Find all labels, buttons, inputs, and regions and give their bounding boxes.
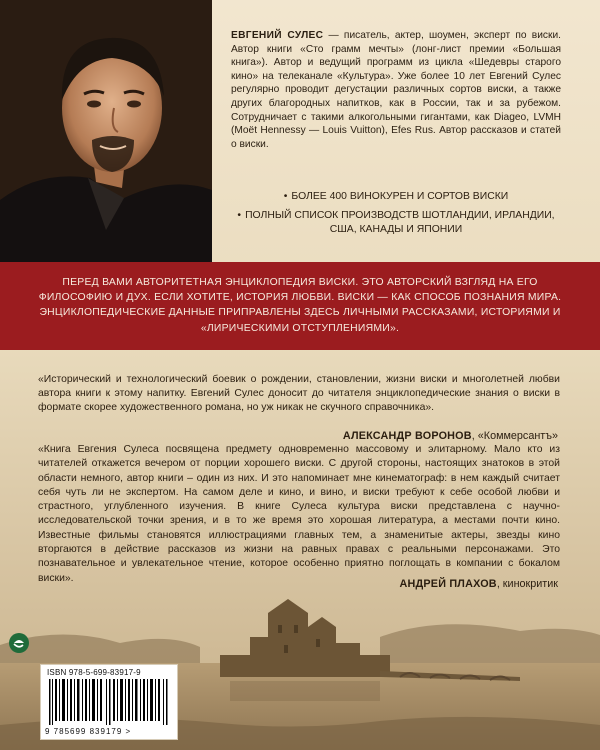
review-source: , «Коммерсантъ» xyxy=(471,430,558,442)
feature-item xyxy=(231,209,561,237)
review-author: АЛЕКСАНДР ВОРОНОВ xyxy=(342,430,472,442)
author-photo xyxy=(0,0,212,262)
barcode-bars-icon xyxy=(49,679,169,725)
author-portrait-icon xyxy=(0,0,212,262)
author-bio xyxy=(231,29,561,151)
barcode-digits: 9 785699 839179 > xyxy=(45,727,132,736)
review-source: , кинокритик xyxy=(496,578,558,590)
feature-list xyxy=(231,190,561,242)
red-banner xyxy=(0,262,600,350)
feature-text: БОЛЕЕ 400 ВИНОКУРЕН И СОРТОВ ВИСКИ xyxy=(291,191,509,202)
bullet-icon: • xyxy=(283,191,288,202)
top-section xyxy=(0,0,600,262)
banner-text: ПЕРЕД ВАМИ АВТОРИТЕТНАЯ ЭНЦИКЛОПЕДИЯ ВИСКИ. ЭТО АВТОРСКИЙ ВЗГЛЯД НА ЕГО ФИЛОСОФИЮ И ДУХ. ЕСЛИ ХОТИТЕ, ИСТОРИЯ ЛЮБВИ. ВИСКИ — КАК СПОСОБ ПОЗНАНИЯ МИРА. ЭНЦИКЛОПЕДИЧЕСКИЕ ДАННЫЕ ПРИПРАВЛЕНЫ ЗДЕСЬ ЛИЧНЫМИ РАССКАЗАМИ, ИСТОРИЯМИ И «ЛИРИЧЕСКИМИ ОТСТУПЛЕНИЯМИ». xyxy=(38,277,562,334)
bullet-icon: • xyxy=(237,210,242,221)
review-quote-2: «Книга Евгения Сулеса посвящена предмету одновременно массовому и элитарному. Мало кто из читателей откажется вечером от порции хорошего виски. С другой стороны, настоящих знатоков в этой области немного, автор книги – один из них. И это напоминает мне кинематограф: в нем каждый считает себя чуть ли не экспертом. На самом деле и кино, и вино, и виски требуют к себе особой любви и страстного, углубленного изучения. В книге Сулеса культура виски представлена с научно-исследовательской точки зрения, и в то же время это хорошая литература, а местами почти кино. Известные фильмы становятся иллюстрациями главных тем, а знаменитые актеры, звезды кино вторгаются в действие рассказов из жизни на равных правах с реальными персонажами. Это познавательное и увлекательное чтение, которое особенно приятно поглощать в компании с бокалом виски». xyxy=(38,444,560,584)
review-author: АНДРЕЙ ПЛАХОВ xyxy=(399,578,497,590)
author-name: ЕВГЕНИЙ СУЛЕС xyxy=(231,30,324,41)
isbn-number: ISBN 978-5-699-83917-9 xyxy=(47,668,141,677)
author-bio-text: — писатель, актер, шоумен, эксперт по виски. Автор книги «Сто грамм мечты» (лонг-лист премии «Большая книга»). Автор и ведущий программ из цикла «Шедевры старого кино» на телеканале «Культура». Уже более 10 лет Евгений Сулес регулярно проводит дегустации различных сортов виски, а также других благородных напитков, как в России, так и за рубежом. Сотрудничает с такими алкогольными гигантами, как Diageo, LVMH (Moët Hennessy — Louis Vuitton), Efes Rus. Автор рассказов и статей о виски. xyxy=(231,30,561,150)
feature-text: ПОЛНЫЙ СПИСОК ПРОИЗВОДСТВ ШОТЛАНДИИ, ИРЛАНДИИ, США, КАНАДЫ И ЯПОНИИ xyxy=(245,210,555,235)
barcode xyxy=(40,664,178,740)
eksmo-logo-icon xyxy=(8,632,30,654)
review-quote-1: «Исторический и технологический боевик о рождении, становлении, жизни виски и многолетней любви автора книги к этому напитку. Евгений Сулес доносит до читателя энциклопедические знания о виски в формате скорее художественного романа, но уж никак не скучного справочника». xyxy=(38,374,560,413)
review-attribution-1 xyxy=(343,430,558,442)
feature-item xyxy=(231,190,561,204)
